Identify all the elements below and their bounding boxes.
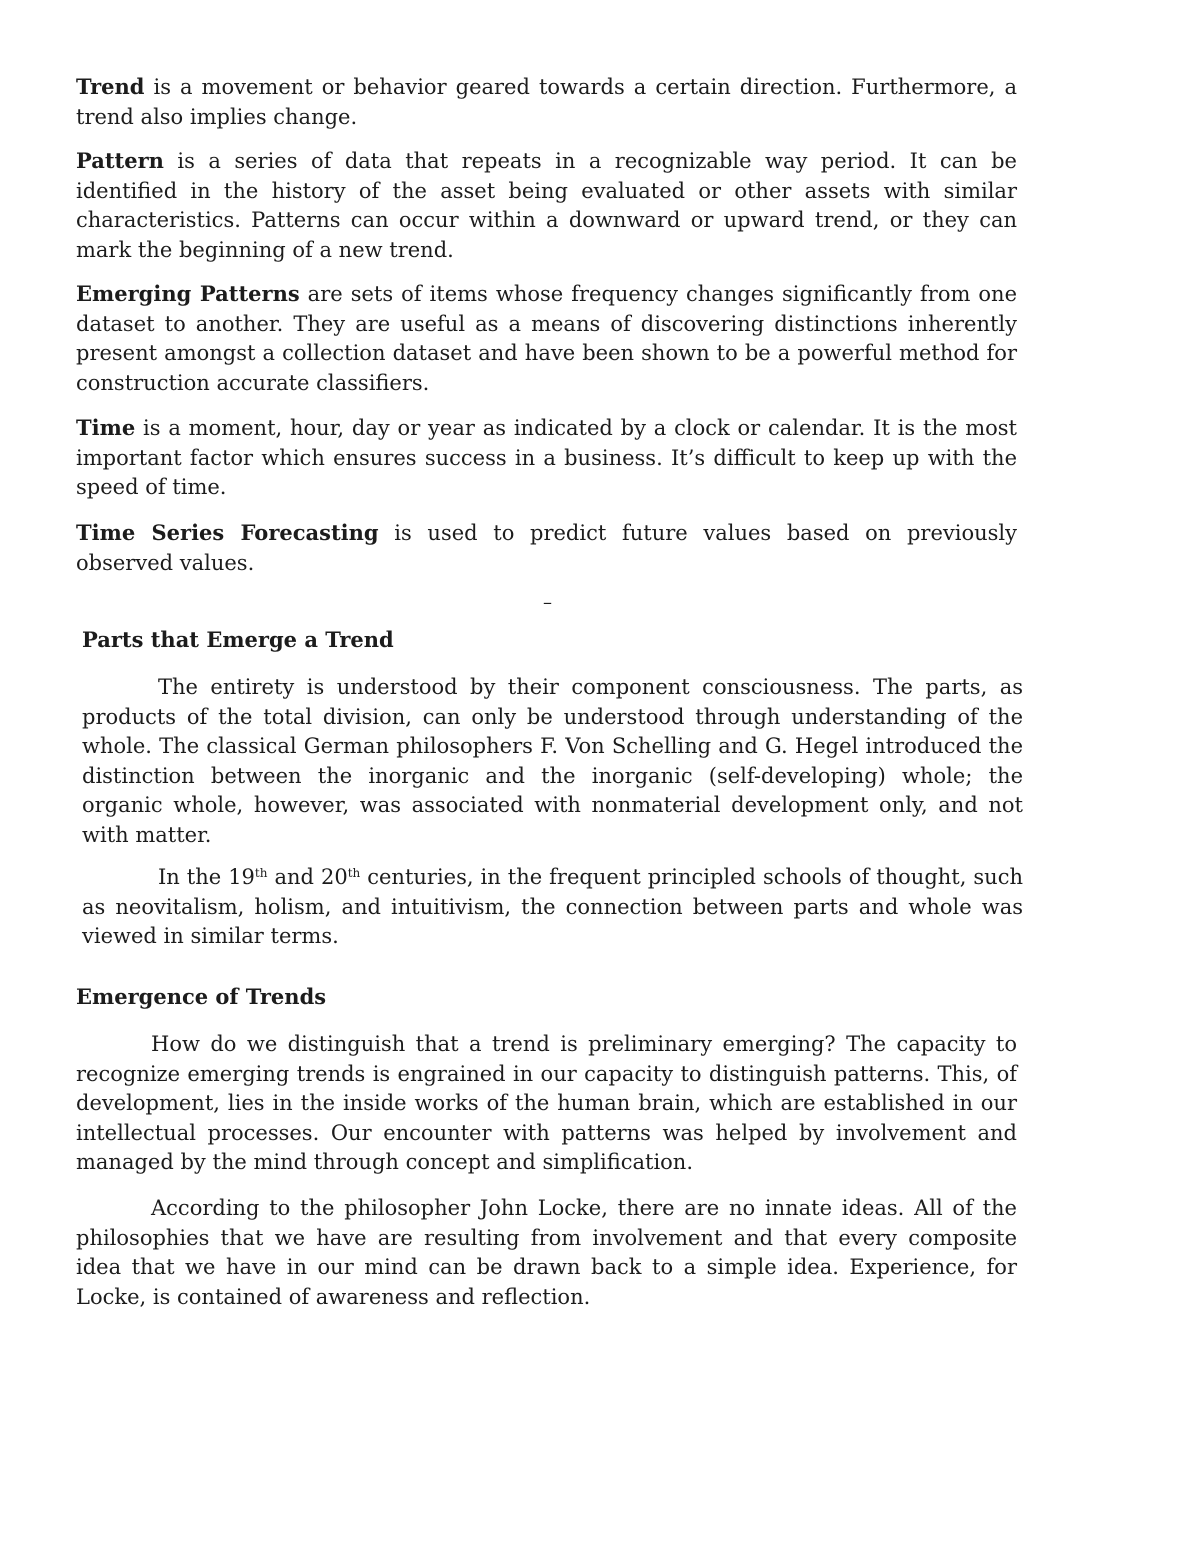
definition-text: is a movement or behavior geared towards a certain direction. Furthermore, a trend also implies change. (76, 75, 1017, 129)
definition-term: Trend (76, 74, 145, 99)
definition-term: Pattern (76, 148, 164, 173)
section-heading-emergence: Emergence of Trends (76, 984, 327, 1009)
definition-emerging-patterns (76, 279, 1017, 398)
definition-trend (76, 72, 1017, 132)
ordinal-suffix: th (254, 866, 268, 880)
definition-term: Time Series Forecasting (76, 520, 379, 545)
definition-term: Emerging Patterns (76, 281, 300, 306)
definition-term: Time (76, 415, 136, 440)
definition-text: is a series of data that repeats in a recognizable way period. It can be identified in the history of the asset being evaluated or other assets with similar characteristics. Patterns can occur within a downward or upward trend, or they can mark the beginning of a new trend. (76, 149, 1017, 262)
ordinal-suffix: th (347, 866, 361, 880)
emergence-paragraph-1: How do we distinguish that a trend is preliminary emerging? The capacity to recognize emerging trends is engrained in our capacity to distinguish patterns. This, of development, lies in the inside works of the human brain, which are established in our intellectual processes. Our encounter with patterns was helped by involvement and managed by the mind through concept and simplification. (76, 1032, 1017, 1174)
definition-text: is a moment, hour, day or year as indicated by a clock or calendar. It is the most important factor which ensures success in a business. It’s difficult to keep up with the speed of time. (76, 416, 1017, 499)
divider-mark: – (543, 592, 552, 613)
section-heading-parts: Parts that Emerge a Trend (82, 627, 394, 652)
definition-time (76, 413, 1017, 503)
definition-pattern (76, 146, 1017, 265)
definition-time-series-forecasting (76, 518, 1017, 578)
parts-paragraph-2-text: centuries, in the frequent principled schools of thought, such as neovitalism, holism, and intuitivism, the connection between parts and whole was viewed in similar terms. (82, 865, 1023, 948)
emergence-paragraph-2: According to the philosopher John Locke, there are no innate ideas. All of the philosophies that we have are resulting from involvement and that every composite idea that we have in our mind can be drawn back to a simple idea. Experience, for Locke, is contained of awareness and reflection. (76, 1196, 1017, 1309)
parts-paragraph-2-text: In the 19 (158, 865, 255, 889)
definition-text: is used to predict future values based on previously observed values. (76, 521, 1017, 575)
definition-text: are sets of items whose frequency changes significantly from one dataset to another. They are useful as a means of discovering distinctions inherently present amongst a collection dataset and have been shown to be a powerful method for construction accurate classifiers. (76, 282, 1017, 395)
parts-paragraph-2 (82, 863, 1023, 952)
parts-paragraph-2-text: and 20 (267, 865, 348, 889)
parts-paragraph-1: The entirety is understood by their component consciousness. The parts, as products of the total division, can only be understood through understanding of the whole. The classical German philosophers F. Von Schelling and G. Hegel introduced the distinction between the inorganic and the inorganic (self-developing) whole; the organic whole, however, was associated with nonmaterial development only, and not with matter. (82, 675, 1023, 847)
